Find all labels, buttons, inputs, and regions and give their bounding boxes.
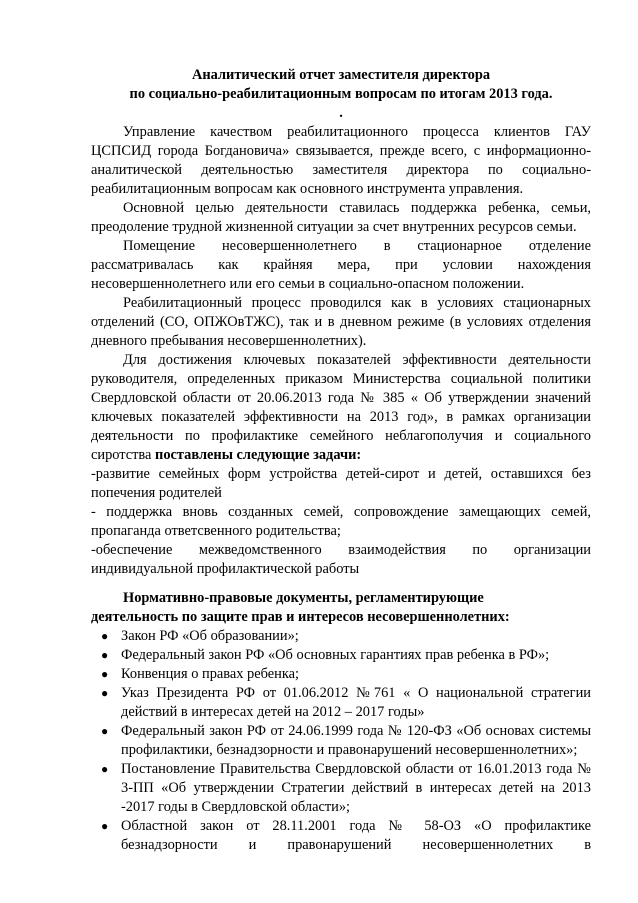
paragraph-rehab-process: Реабилитационный процесс проводился как в условиях стационарных отделений (СО, ОПЖОвТЖС), так и в дневном режиме (в условиях отделения дневного пребывания несовершеннолетних). [91, 295, 591, 349]
document-item-text: Закон РФ «Об образовании»; [121, 628, 299, 644]
documents-list [91, 627, 591, 855]
bullet-icon: ● [101, 762, 109, 776]
list-item [91, 817, 591, 855]
task-item-1: -развитие семейных форм устройства детей-сирот и детей, оставшихся без попечения родителей [91, 466, 591, 501]
section-heading-line-2: деятельность по защите прав и интересов несовершеннолетних: [91, 609, 510, 625]
bullet-icon: ● [101, 724, 109, 738]
task-item-3: -обеспечение межведомственного взаимодействия по организации индивидуальной профилактической работы [91, 542, 591, 577]
bullet-icon: ● [101, 629, 109, 643]
bullet-icon: ● [101, 648, 109, 662]
bullet-icon: ● [101, 819, 109, 833]
list-item [91, 760, 591, 817]
list-item [91, 627, 591, 646]
paragraph-placement: Помещение несовершеннолетнего в стационарное отделение рассматривалась как крайняя мера, при условии нахождения несовершеннолетнего или его семьи в социально-опасном положении. [91, 238, 591, 292]
list-item [91, 665, 591, 684]
document-item-text: Конвенция о правах ребенка; [121, 666, 300, 682]
kpi-text: Для достижения ключевых показателей эффективности деятельности руководителя, определенных приказом Министерства социальной политики Свердловской области от 20.06.2013 года № 385 « Об утверждении значений ключевых показателей эффективности на 2013 год», в рамках организации деятельности по профилактике семейного неблагополучия и социального сиротства [91, 352, 591, 463]
document-title-line-2: по социально-реабилитационным вопросам по итогам 2013 года. [129, 86, 553, 102]
document-title-line-1: Аналитический отчет заместителя директора [191, 67, 491, 83]
document-item-text: Федеральный закон РФ «Об основных гарантиях прав ребенка в РФ»; [121, 647, 550, 663]
paragraph-quality-management: Управление качеством реабилитационного процесса клиентов ГАУ ЦСПСИД города Богдановича» связывается, прежде всего, с информационно-аналитической деятельностью заместителя директора по социально-реабилитационным вопросам как основного инструмента управления. [91, 124, 591, 197]
section-gap [91, 579, 591, 589]
list-item [91, 646, 591, 665]
paragraph-kpi [91, 351, 591, 465]
list-item [91, 722, 591, 760]
bullet-icon: ● [101, 686, 109, 700]
tasks-bold-label: поставлены следующие задачи: [155, 447, 362, 463]
section-heading-line-1: Нормативно-правовые документы, регламентирующие [123, 590, 484, 606]
document-item-text: Постановление Правительства Свердловской области от 16.01.2013 года № 3-ПП «Об утверждении Стратегии действий в интересах детей на 2013 -2017 годы в Свердловской области»; [121, 761, 591, 815]
title-dot: . [339, 105, 343, 121]
list-item [91, 684, 591, 722]
task-item-2: - поддержка вновь созданных семей, сопровождение замещающих семей, пропаганда ответсвенного родительства; [91, 504, 591, 539]
bullet-icon: ● [101, 667, 109, 681]
document-item-text: Федеральный закон РФ от 24.06.1999 года № 120-ФЗ «Об основах системы профилактики, безнадзорности и правонарушений несовершеннолетних»; [121, 723, 591, 758]
document-item-text: Областной закон от 28.11.2001 года № 58-ОЗ «О профилактике безнадзорности и правонарушений несовершеннолетних в [121, 818, 591, 853]
document-item-text: Указ Президента РФ от 01.06.2012 №761 « О национальной стратегии действий в интересах детей на 2012 – 2017 годы» [121, 685, 591, 720]
paragraph-main-goal: Основной целью деятельности ставилась поддержка ребенка, семьи, преодоление трудной жизненной ситуации за счет внутренних ресурсов семьи. [91, 200, 591, 235]
